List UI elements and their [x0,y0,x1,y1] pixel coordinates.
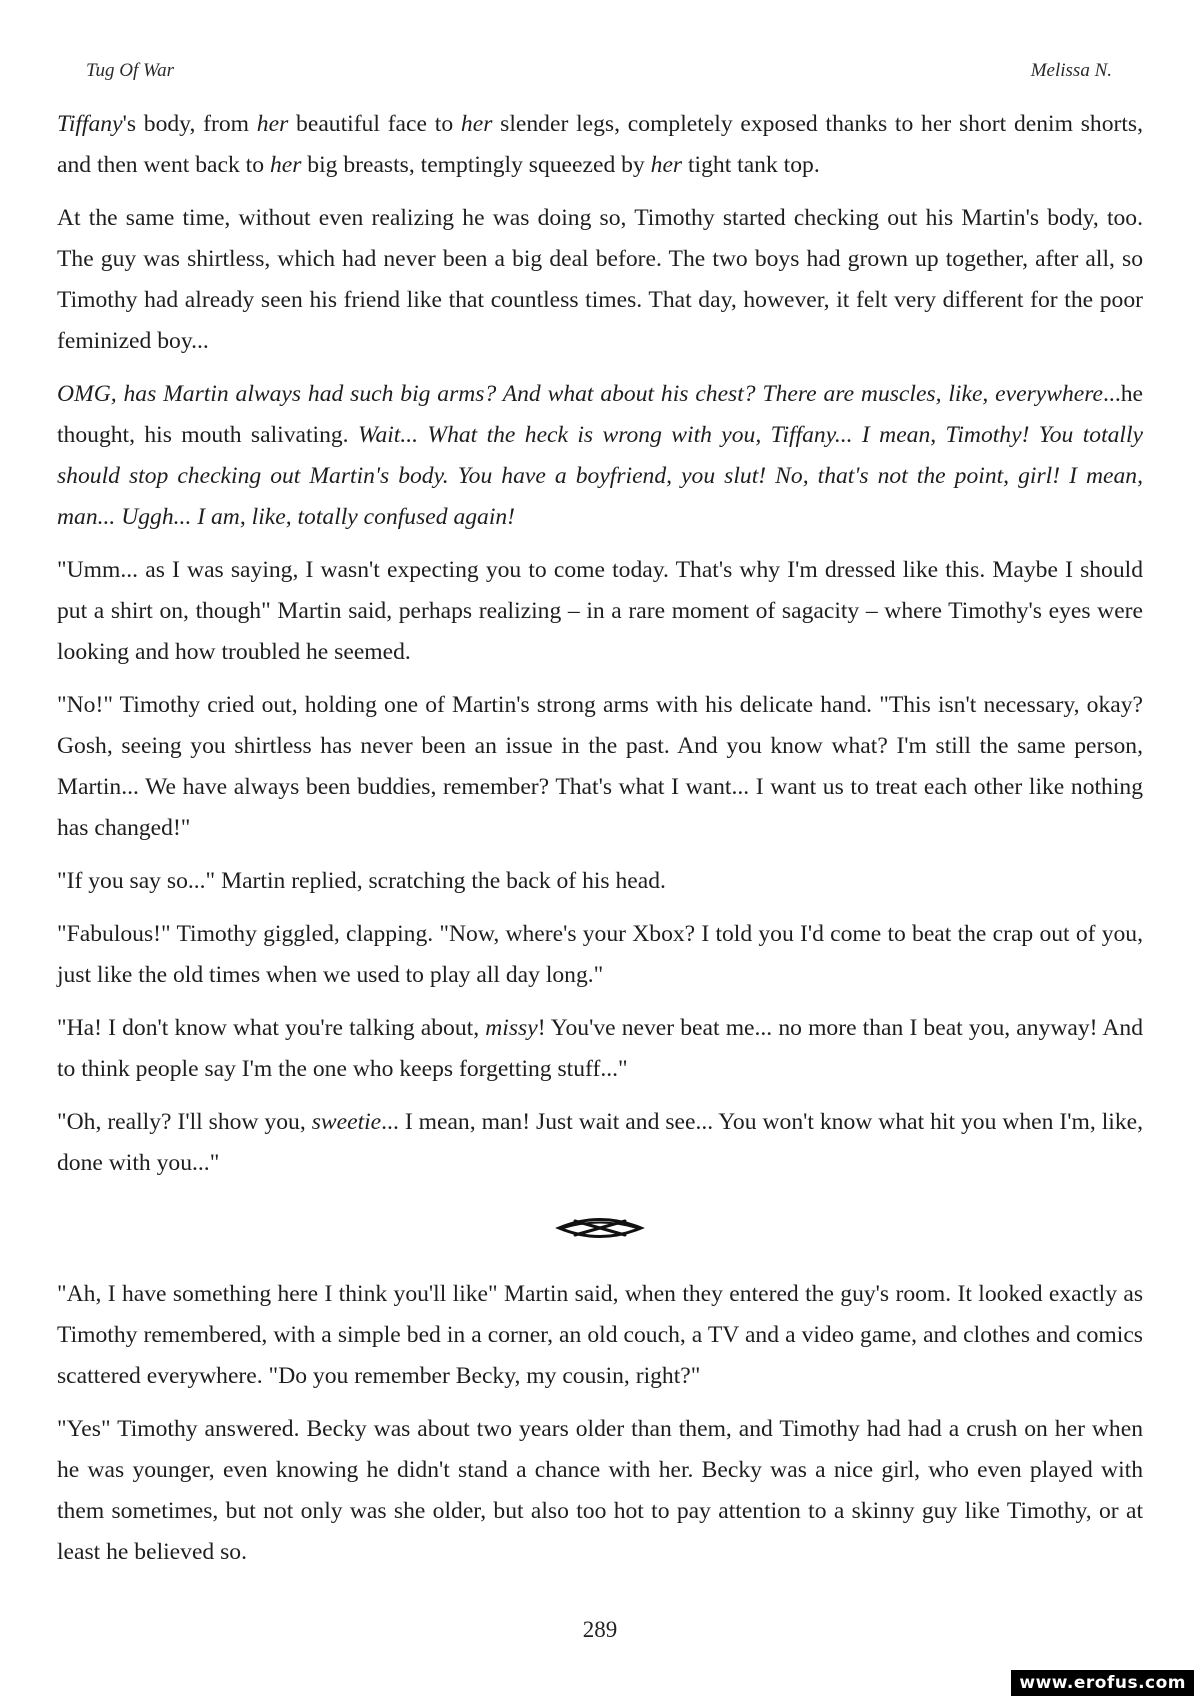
paragraph: OMG, has Martin always had such big arms? And what about his chest? There are muscles, like, everywhere...he thought, his mouth salivating. Wait... What the heck is wrong with you, Tiffany... I mean, Timothy! You totally should stop checking out Martin's body. You have a boyfriend, you slut! No, that's not the point, girl! I mean, man... Uggh... I am, like, totally confused again! [57,381,1144,530]
author-name: Melissa N. [1030,60,1112,81]
book-title: Tug Of War [86,60,174,81]
paragraph: "Ah, I have something here I think you'll like" Martin said, when they entered the guy's room. It looked exactly as Timothy remembered, with a simple bed in a corner, an old couch, a TV and a video game, and clothes and comics scattered everywhere. "Do you remember Becky, my cousin, right?" [57,1281,1143,1389]
paragraph: "Umm... as I was saying, I wasn't expecting you to come today. That's why I'm dressed like this. Maybe I should put a shirt on, though" Martin said, perhaps realizing – in a rare moment of sagacity – where Timothy's eyes were looking and how troubled he seemed. [57,557,1143,665]
watermark: www.erofus.com [1011,1670,1194,1696]
paragraph: "Oh, really? I'll show you, sweetie... I mean, man! Just wait and see... You won't know what hit you when I'm, like, done with you..." [57,1109,1143,1176]
page-body [57,104,1143,1585]
paragraph: "Ha! I don't know what you're talking about, missy! You've never beat me... no more than I beat you, anyway! And to think people say I'm the one who keeps forgetting stuff..." [57,1015,1143,1082]
paragraph: At the same time, without even realizing he was doing so, Timothy started checking out his Martin's body, too. The guy was shirtless, which had never been a big deal before. The two boys had grown up together, after all, so Timothy had already seen his friend like that countless times. That day, however, it felt very different for the poor feminized boy... [57,205,1143,354]
scene-break [57,1196,1143,1260]
paragraph: "No!" Timothy cried out, holding one of Martin's strong arms with his delicate hand. "This isn't necessary, okay? Gosh, seeing you shirtless has never been an issue in the past. And you know what? I'm still the same person, Martin... We have always been buddies, remember? That's what I want... I want us to treat each other like nothing has changed!" [57,692,1143,841]
paragraph: Tiffany's body, from her beautiful face to her slender legs, completely exposed thanks to her short denim shorts, and then went back to her big breasts, temptingly squeezed by her tight tank top. [57,111,1143,178]
scene-break-ornament-icon [555,1213,645,1243]
paragraph: "If you say so..." Martin replied, scratching the back of his head. [57,868,666,894]
page-number: 289 [582,1617,618,1642]
paragraph: "Yes" Timothy answered. Becky was about two years older than them, and Timothy had had a crush on her when he was younger, even knowing he didn't stand a chance with her. Becky was a nice girl, who even played with them sometimes, but not only was she older, but also too hot to pay attention to a skinny guy like Timothy, or at least he believed so. [57,1416,1143,1565]
running-header [86,60,1112,82]
paragraph: "Fabulous!" Timothy giggled, clapping. "Now, where's your Xbox? I told you I'd come to beat the crap out of you, just like the old times when we used to play all day long." [57,921,1143,988]
